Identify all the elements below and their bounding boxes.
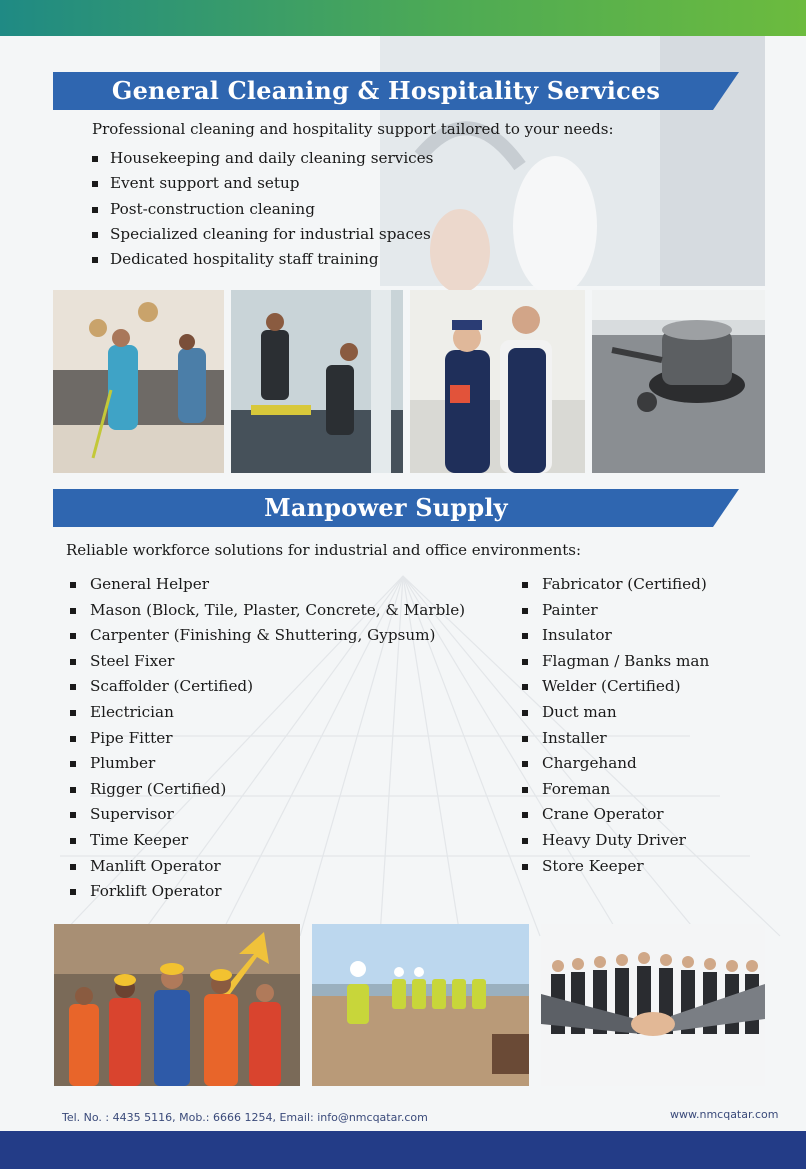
manpower-list-left xyxy=(68,572,465,905)
list-item: Manlift Operator xyxy=(68,854,465,880)
list-item: Flagman / Banks man xyxy=(520,649,709,675)
list-item: Event support and setup xyxy=(90,171,433,196)
list-item: Time Keeper xyxy=(68,828,465,854)
list-item: Electrician xyxy=(68,700,465,726)
list-item: Pipe Fitter xyxy=(68,726,465,752)
list-item: Housekeeping and daily cleaning services xyxy=(90,146,433,171)
top-accent-bar xyxy=(0,0,806,36)
manpower-banner xyxy=(53,489,739,527)
list-item: Duct man xyxy=(520,700,709,726)
list-item: Carpenter (Finishing & Shuttering, Gypsum) xyxy=(68,623,465,649)
list-item: Installer xyxy=(520,726,709,752)
floor-machine-photo xyxy=(592,290,765,473)
handshake-photo xyxy=(541,924,765,1086)
manpower-intro: Reliable workforce solutions for industrial and office environments: xyxy=(66,541,582,559)
cleaning-banner xyxy=(53,72,739,110)
list-item: Rigger (Certified) xyxy=(68,777,465,803)
list-item: Specialized cleaning for industrial spaces xyxy=(90,222,433,247)
list-item: Foreman xyxy=(520,777,709,803)
manpower-title: Manpower Supply xyxy=(264,493,508,522)
list-item: Mason (Block, Tile, Plaster, Concrete, & Marble) xyxy=(68,598,465,624)
cleaning-services-list xyxy=(90,146,433,272)
manpower-list-right xyxy=(520,572,709,879)
list-item: Fabricator (Certified) xyxy=(520,572,709,598)
list-item: Plumber xyxy=(68,751,465,777)
cleaning-intro: Professional cleaning and hospitality support tailored to your needs: xyxy=(92,120,614,138)
list-item: Steel Fixer xyxy=(68,649,465,675)
website-link[interactable]: www.nmcqatar.com xyxy=(670,1108,779,1121)
list-item: Forklift Operator xyxy=(68,879,465,905)
list-item: Welder (Certified) xyxy=(520,674,709,700)
cleaning-title: General Cleaning & Hospitality Services xyxy=(111,76,661,105)
site-workers-photo xyxy=(312,924,529,1086)
list-item: Painter xyxy=(520,598,709,624)
list-item: General Helper xyxy=(68,572,465,598)
list-item: Crane Operator xyxy=(520,802,709,828)
workers-team-photo xyxy=(54,924,300,1086)
list-item: Dedicated hospitality staff training xyxy=(90,247,433,272)
hospitality-staff-photo xyxy=(410,290,585,473)
list-item: Heavy Duty Driver xyxy=(520,828,709,854)
contact-info: Tel. No. : 4435 5116, Mob.: 6666 1254, Email: info@nmcqatar.com xyxy=(62,1111,428,1124)
housekeeping-photo xyxy=(53,290,224,473)
list-item: Supervisor xyxy=(68,802,465,828)
bottom-accent-bar xyxy=(0,1131,806,1169)
list-item: Chargehand xyxy=(520,751,709,777)
list-item: Post-construction cleaning xyxy=(90,197,433,222)
carpet-cleaning-photo xyxy=(231,290,403,473)
list-item: Store Keeper xyxy=(520,854,709,880)
list-item: Insulator xyxy=(520,623,709,649)
list-item: Scaffolder (Certified) xyxy=(68,674,465,700)
